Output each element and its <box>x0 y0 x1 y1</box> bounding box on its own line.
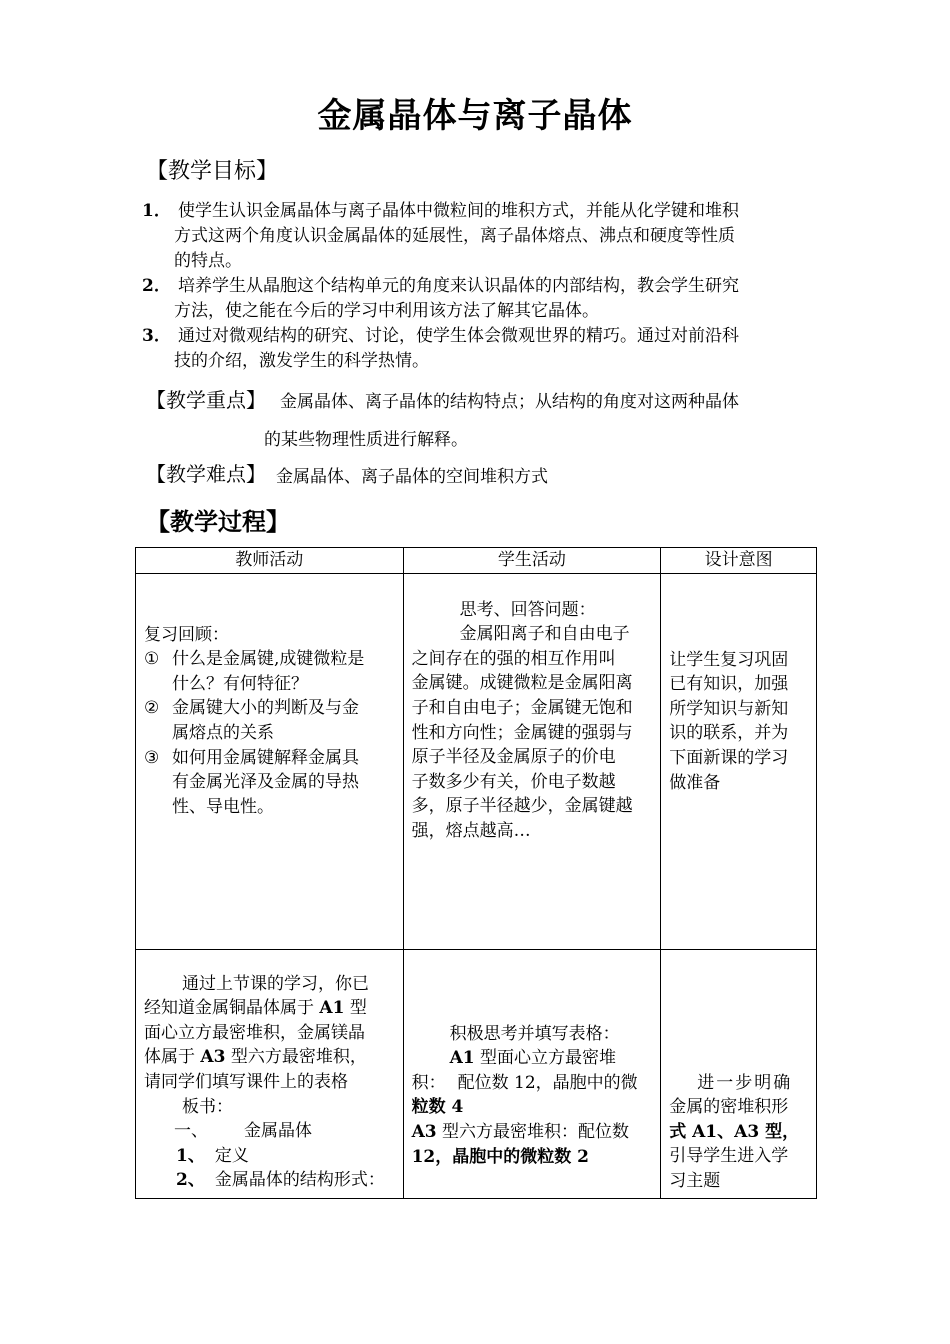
review-question-3 <box>144 746 395 820</box>
teacher-text: 2、 <box>176 1170 205 1191</box>
student-activity-cell <box>403 949 661 1198</box>
student-text: 型六方最密堆积：配位数 <box>436 1121 630 1142</box>
objective-line: 通过对微观结构的研究、讨论，使学生体会微观世界的精巧。通过对前沿科 <box>178 326 739 346</box>
student-line: 多，原子半径越少，金属键越 <box>411 796 633 817</box>
student-line: 强，熔点越高… <box>411 820 531 841</box>
student-line: 金属键。成键微粒是金属阳离 <box>411 673 633 694</box>
review-intro: 复习回顾： <box>144 624 229 645</box>
student-line <box>412 1046 653 1071</box>
key-points-line: 金属晶体、离子晶体的结构特点；从结构的角度对这两种晶体 <box>280 392 739 412</box>
teacher-line: 请同学们填写课件上的表格 <box>144 1071 348 1092</box>
teacher-line: 通过上节课的学习，你已 <box>182 973 369 994</box>
intent-line: 已有知识，加强 <box>669 674 789 695</box>
teacher-text: 1、 <box>176 1145 205 1166</box>
key-points-heading: 【教学重点】 <box>146 388 266 412</box>
teacher-line <box>144 1045 395 1070</box>
objectives-heading: 【教学目标】 <box>146 159 279 184</box>
student-line: 之间存在的强的相互作用叫 <box>411 648 616 669</box>
teacher-text: 金属晶体的结构形式： <box>214 1170 385 1191</box>
design-intent-cell <box>661 573 817 949</box>
objective-number: 3． <box>142 326 171 346</box>
intent-line: 引导学生进入学 <box>669 1146 789 1167</box>
student-text: A3 <box>411 1121 437 1142</box>
intent-line: 式 A1、A3 型， <box>669 1121 800 1142</box>
question-line: 有金属光泽及金属的导热 <box>172 772 359 793</box>
intent-line: 让学生复习巩固 <box>669 649 789 670</box>
question-line: 如何用金属键解释金属具 <box>172 747 359 768</box>
student-text: A1 <box>449 1048 475 1069</box>
difficulties-text: 金属晶体、离子晶体的空间堆积方式 <box>276 467 548 487</box>
intent-line: 做准备 <box>669 772 721 793</box>
teacher-text: A3 <box>200 1047 226 1068</box>
teacher-line <box>144 1168 395 1193</box>
objective-line: 方式这两个角度认识金属晶体的延展性，离子晶体熔点、沸点和硬度等性质 <box>174 226 735 246</box>
teacher-text: 型 <box>344 998 367 1019</box>
student-activity-cell <box>403 573 661 949</box>
list-marker: ③ <box>144 747 160 768</box>
list-marker: ① <box>144 649 160 670</box>
process-heading: 【教学过程】 <box>146 507 290 536</box>
difficulties-heading: 【教学难点】 <box>146 462 266 486</box>
review-question-2 <box>144 696 395 745</box>
teacher-activity-cell <box>136 949 404 1198</box>
question-line: 什么是金属键,成键微粒是 <box>172 649 365 670</box>
column-header-teacher: 教师活动 <box>136 548 404 574</box>
question-line: 金属键大小的判断及与金 <box>172 698 359 719</box>
objective-item-1 <box>142 199 822 274</box>
objective-number: 2． <box>142 276 171 296</box>
teacher-activity-cell <box>136 573 404 949</box>
column-header-student: 学生活动 <box>403 548 661 574</box>
student-line: 原子半径及金属原子的价电 <box>411 747 616 768</box>
objective-item-3 <box>142 324 822 374</box>
intent-line: 所学知识与新知 <box>669 698 789 719</box>
question-line: 性、导电性。 <box>172 796 274 817</box>
objective-line: 培养学生从晶胞这个结构单元的角度来认识晶体的内部结构，教会学生研究 <box>178 276 739 296</box>
table-row <box>136 949 817 1198</box>
teacher-line <box>144 1144 395 1169</box>
student-line: 性和方向性；金属键的强弱与 <box>411 722 633 743</box>
page-title: 金属晶体与离子晶体 <box>317 96 633 136</box>
student-text: 型面心立方最密堆 <box>474 1048 617 1069</box>
objective-line: 的特点。 <box>174 251 242 271</box>
design-intent-cell <box>661 949 817 1198</box>
objective-line: 技的介绍，激发学生的科学热情。 <box>174 351 429 371</box>
objective-item-2 <box>142 274 822 324</box>
teacher-text: 金属晶体 <box>244 1121 312 1142</box>
question-line: 属熔点的关系 <box>172 722 274 743</box>
intent-line: 习主题 <box>669 1170 721 1191</box>
student-line <box>412 1120 653 1145</box>
question-line: 什么？有何特征？ <box>172 673 308 694</box>
intent-line: 进一步明确 <box>697 1072 793 1093</box>
teacher-line: 面心立方最密堆积，金属镁晶 <box>144 1022 365 1043</box>
objective-number: 1． <box>142 201 171 221</box>
student-line: 12，晶胞中的微粒数 2 <box>411 1146 589 1167</box>
process-table <box>135 547 817 1199</box>
student-line <box>412 1071 653 1096</box>
teacher-text: 体属于 <box>144 1047 201 1068</box>
teacher-text: A1 <box>319 998 345 1019</box>
objective-line: 方法，使之能在今后的学习中利用该方法了解其它晶体。 <box>174 301 599 321</box>
column-header-intent: 设计意图 <box>661 548 817 574</box>
student-text: 配位数 12，晶胞中的微 <box>457 1072 638 1093</box>
intent-line: 金属的密堆积形 <box>669 1097 789 1118</box>
list-marker: ② <box>144 698 160 719</box>
student-line: 积极思考并填写表格： <box>449 1023 620 1044</box>
intent-line: 识的联系，并为 <box>669 723 789 744</box>
student-line: 粒数 4 <box>411 1097 464 1118</box>
teacher-text: 定义 <box>214 1145 249 1166</box>
objective-line: 使学生认识金属晶体与离子晶体中微粒间的堆积方式，并能从化学键和堆积 <box>178 201 739 221</box>
table-row <box>136 573 817 949</box>
student-text: 积： <box>411 1072 446 1093</box>
student-line: 金属阳离子和自由电子 <box>459 624 630 645</box>
key-points-line: 的某些物理性质进行解释。 <box>264 430 468 450</box>
student-line: 子和自由电子；金属键无饱和 <box>411 697 633 718</box>
teacher-text: 一、 <box>174 1121 208 1142</box>
student-line: 子数多少有关，价电子数越 <box>411 771 616 792</box>
teacher-text: 经知道金属铜晶体属于 <box>144 998 320 1019</box>
teacher-line <box>144 1119 395 1144</box>
intent-line: 下面新课的学习 <box>669 747 789 768</box>
review-question-1 <box>144 647 395 696</box>
teacher-text: 型六方最密堆积， <box>225 1047 367 1068</box>
table-header-row <box>136 548 817 574</box>
teacher-line <box>144 996 395 1021</box>
student-line: 思考、回答问题： <box>459 599 596 620</box>
teacher-line: 板书： <box>182 1096 233 1117</box>
